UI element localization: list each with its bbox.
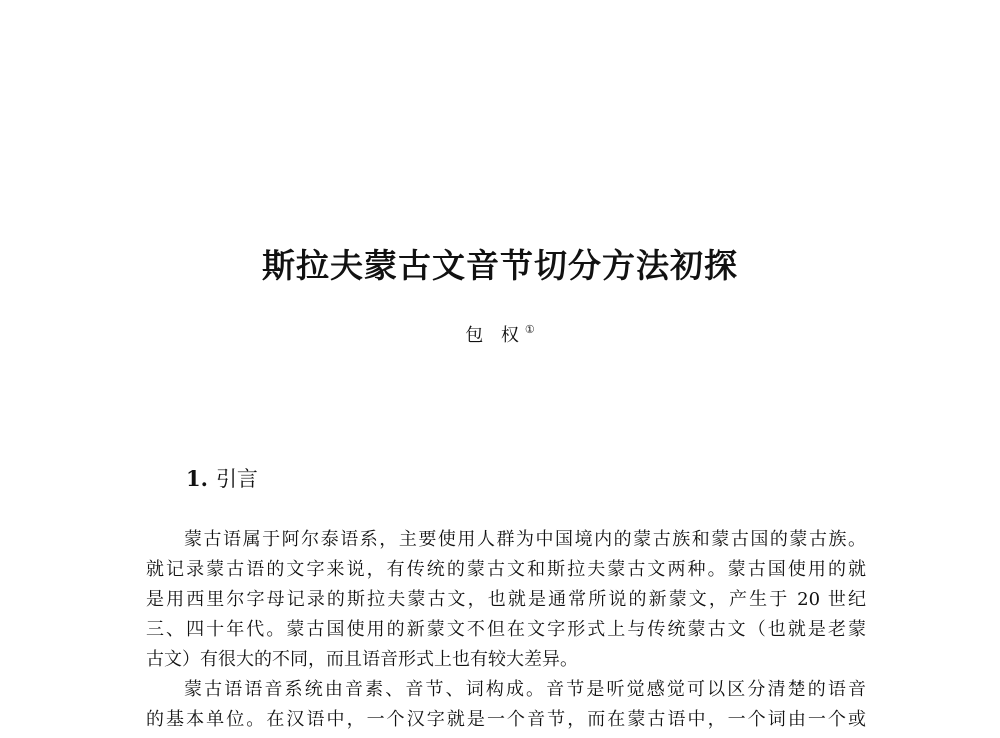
paragraph-line: 蒙古语语音系统由音素、音节、词构成。音节是听觉感觉可以区分清楚的语音 [184,679,866,700]
paragraph-line: 就记录蒙古语的文字来说，有传统的蒙古文和斯拉夫蒙古文两种。蒙古国使用的就 [146,559,866,580]
paragraph-line: 蒙古语属于阿尔泰语系，主要使用人群为中国境内的蒙古族和蒙古国的蒙古族。 [184,529,866,550]
paragraph-line: 古文）有很大的不同，而且语音形式上也有较大差异。 [146,649,578,670]
author-footnote-mark: ① [524,323,535,336]
section-number: 1. [186,466,208,491]
paper-title: 斯拉夫蒙古文音节切分方法初探 [262,246,738,285]
paragraph-line: 是用西里尔字母记录的斯拉夫蒙古文，也就是通常所说的新蒙文，产生于 20 世纪 [146,589,866,610]
body-text [146,525,866,735]
section-heading [186,464,258,494]
author-name: 包 权 [465,325,525,346]
author-line [0,318,1000,348]
paragraph-line: 三、四十年代。蒙古国使用的新蒙文不但在文字形式上与传统蒙古文（也就是老蒙 [146,619,866,640]
section-title: 引言 [215,467,258,491]
paragraph-line: 的基本单位。在汉语中，一个汉字就是一个音节，而在蒙古语中，一个词由一个或 [146,709,866,730]
